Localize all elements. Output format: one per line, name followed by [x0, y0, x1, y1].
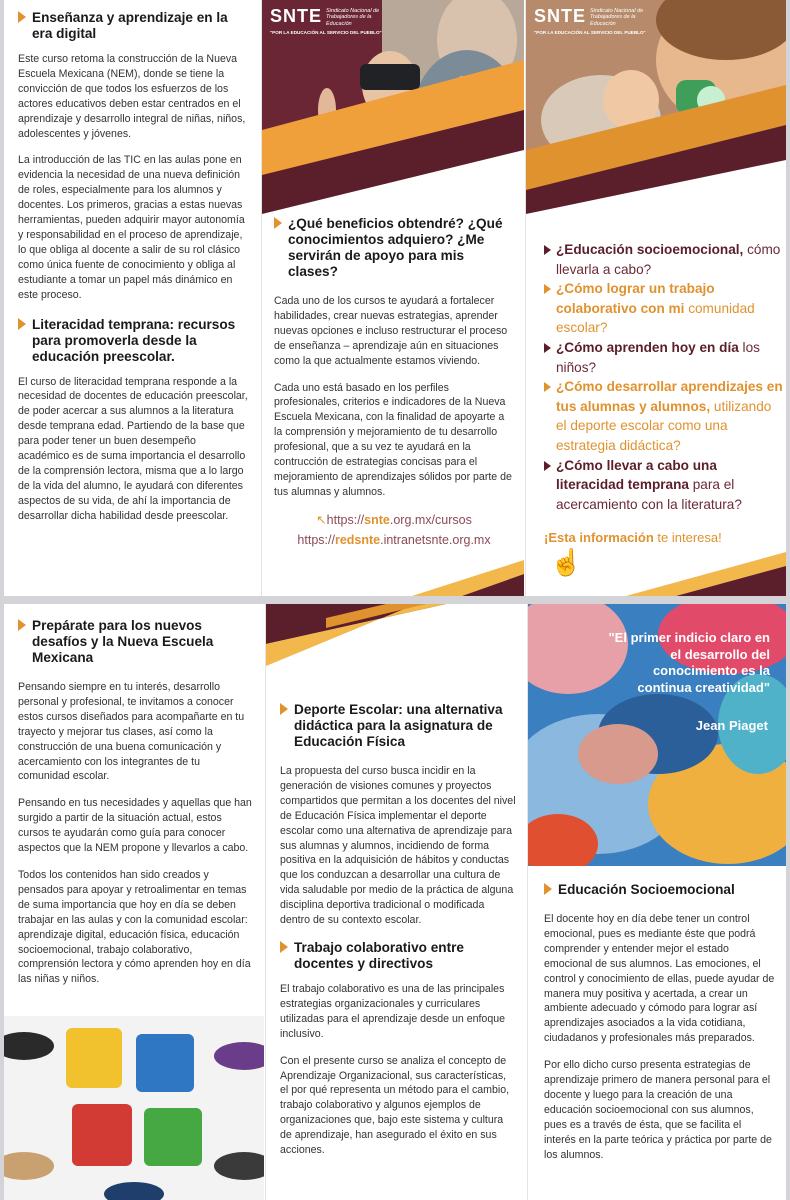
paragraph: Todos los contenidos han sido creados y pensados para apoyar y retroalimentar en temas de suma importancia que hoy en día se deben trabajar en las aulas y con la comunidad escolar: aprendizaje digital, educación física, educación socioemocional, trabajo colaborativo, comprensión lectora y cómo aprenden hoy en día las niñas y niños.: [18, 868, 251, 986]
piaget-quote: "El primer indicio claro en el desarrollo del conocimiento es la continua creatividad": [608, 630, 770, 695]
heading-trabajo-colaborativo: Trabajo colaborativo entre docentes y directivos: [280, 940, 516, 972]
p2-column-1: [4, 604, 264, 1200]
brochure-page-1: [4, 0, 786, 596]
paragraph: Este curso retoma la construcción de la Nueva Escuela Mexicana (NEM), donde se tiene la convicción de que todos los esfuerzos de los actores educativos deben estar centrados en el aprendizaje y desarrollo integral de niñas, niños, adolescentes y jóvenes.: [18, 53, 246, 140]
corner-stripes: [526, 552, 786, 596]
question-item: ¿Educación socioemocional, cómo llevarla a cabo?: [544, 240, 784, 279]
triangle-bullet-icon: [280, 941, 288, 953]
triangle-bullet-icon: [544, 284, 551, 294]
triangle-bullet-icon: [18, 619, 26, 631]
triangle-bullet-icon: [18, 11, 26, 23]
p1-column-1: [4, 0, 260, 596]
triangle-bullet-icon: [274, 217, 282, 229]
heading-beneficios: ¿Qué beneficios obtendré? ¿Qué conocimientos adquiero? ¿Me servirán de apoyo para mis clases?: [274, 216, 514, 280]
paragraph: El trabajo colaborativo es una de las principales estrategias organizacionales y curriculares utilizadas para el aprendizaje desde un enfoque inclusivo.: [280, 982, 505, 1040]
quote-author: Jean Piaget: [695, 718, 768, 733]
hand-pointer-icon: ☝: [550, 547, 583, 578]
p2-column-2: [266, 604, 526, 1200]
triangle-bullet-icon: [544, 343, 551, 353]
triangle-bullet-icon: [280, 703, 288, 715]
triangle-bullet-icon: [544, 461, 551, 471]
paragraph: Por ello dicho curso presenta estrategias de aprendizaje primero de manera personal para el docente y luego para la creación de una educación socioemocional con sus alumnos, pues es a través de ésta, que se facilita el interés en la parte teórica y práctica por parte de los alumnos.: [544, 1059, 772, 1161]
link-snte-cursos[interactable]: ↖https://snte.org.mx/cursos: [316, 512, 472, 527]
snte-logo: SNTE Sindicato Nacional de Trabajadores de la Educación "POR LA EDUCACIÓN AL SERVICIO DEL PUEBLO": [270, 6, 382, 36]
paragraph: Pensando en tus necesidades y aquellas que han surgido a partir de la situación actual, estos cursos te ayudarán como guía para conocer aspectos que la NEM propone y llevarlos a cabo.: [18, 797, 252, 855]
question-item: ¿Cómo aprenden hoy en día los niños?: [544, 338, 784, 377]
vr-child-photo: [262, 0, 524, 214]
snte-logo: SNTE Sindicato Nacional de Trabajadores de la Educación "POR LA EDUCACIÓN AL SERVICIO DEL PUEBLO": [534, 6, 646, 36]
top-stripes: [266, 604, 526, 666]
puzzle-hands-photo: [4, 1016, 264, 1200]
paragraph: Cada uno de los cursos te ayudará a fortalecer habilidades, crear nuevas estrategias, aprender nuevas opciones e incluso restructurar el proceso de enseñanza – aprendizaje aún en situaciones como la que actualmente estamos viviendo.: [274, 295, 508, 367]
p2-column-3: [528, 604, 786, 1200]
triangle-bullet-icon: [544, 883, 552, 895]
triangle-bullet-icon: [544, 382, 551, 392]
question-item: ¿Cómo lograr un trabajo colaborativo con mi comunidad escolar?: [544, 279, 784, 338]
heading-socioemocional: Educación Socioemocional: [544, 882, 776, 898]
p1-column-2: [262, 0, 524, 596]
paragraph: La introducción de las TIC en las aulas pone en evidencia la necesidad de una nueva definición de roles, especialmente para los alumnos y docentes. Los primeros, gracias a estas nuevas herramientas, pueden adquirir mayor autonomía y responsabilidad en el proceso de aprendizaje, lo que obliga al docente a salir de su rol clásico como única fuente de conocimiento y obliga al estudiante a tomar un papel más dinámico en este proceso.: [18, 154, 245, 301]
paragraph: El curso de literacidad temprana responde a la necesidad de docentes de educación preescolar, de poder acercar a sus alumnos a la literatura desde temprana edad. Partiendo de la base que para poder tener un buen desempeño académico es de suma importancia el desarrollo de la comprensión lectora, misma que a lo largo de la vida del alumno, le ayudará con diferentes aspectos de su vida, de ahí la importancia de desarrollar dicha habilidad desde preescolar.: [18, 375, 248, 522]
heading-preparate: Prepárate para los nuevos desafíos y la Nueva Escuela Mexicana: [18, 618, 252, 666]
brochure-page-2: [4, 604, 786, 1200]
question-item: ¿Cómo desarrollar aprendizajes en tus alumnas y alumnos, utilizando el deporte escolar como una estrategia didáctica?: [544, 377, 784, 455]
heading-literacidad: Literacidad temprana: recursos para promoverla desde la educación preescolar.: [18, 317, 248, 365]
heading-deporte: Deporte Escolar: una alternativa didáctica para la asignatura de Educación Física: [280, 702, 516, 750]
paragraph: La propuesta del curso busca incidir en la generación de visiones comunes y proyectos compartidos que permitan a los docentes del nivel de Educación Física implementar el deporte escolar como una alternativa de aprendizaje para sus alumnas y alumnos, incidiendo de forma positiva en la adquisición de hábitos y conductas que los conduzcan a desarrollar una cultura de vida saludable por medio de la práctica de alguna disciplina deportiva tradicional o modificada dentro de su contexto escolar.: [280, 765, 516, 927]
cta-text: ¡Esta información te interesa!: [544, 530, 722, 546]
triangle-bullet-icon: [544, 245, 551, 255]
questions-list: [544, 240, 784, 578]
paragraph: Con el presente curso se analiza el concepto de Aprendizaje Organizacional, sus características, el por qué representa un método para el cambio, trabajo colaborativo y algunos ejemplos de organizaciones que, bajo este sistema y cultura de aprendizaje, han asegurado el éxito en sus acciones.: [280, 1054, 510, 1157]
triangle-bullet-icon: [18, 318, 26, 330]
heading-ensenanza: Enseñanza y aprendizaje en la era digital: [18, 10, 248, 42]
question-item: ¿Cómo llevar a cabo una literacidad temprana para el acercamiento con la literatura?: [544, 456, 784, 515]
p1-column-3: [526, 0, 786, 596]
corner-stripes: [262, 560, 524, 596]
pointer-icon: ↖: [316, 512, 327, 527]
paint-hand-photo: [528, 604, 786, 866]
paragraph: Pensando siempre en tu interés, desarrollo personal y profesional, te invitamos a conocer estos cursos diseñados para acompañarte en tu trayecto y mejorar tus clases, así como la construcción de una buena comunicación y acercamiento con los integrantes de tu comunidad escolar.: [18, 681, 245, 783]
child-flashlight-photo: [526, 0, 786, 214]
paragraph: El docente hoy en día debe tener un control emocional, pues es mediante éste que podrá comprender y entender mejor el estado emocional de sus alumnos. Las emociones, el control y conocimiento de ellas, puede ayudar de manera muy positiva y acertada, a crear un ambiente adecuado y cómodo para lograr así aprendizajes asociados a la vida cotidiana, ciudadanos y profesionales más preparados.: [544, 913, 775, 1045]
paragraph: Cada uno está basado en los perfiles profesionales, criterios e indicadores de la Nueva Escuela Mexicana, con la finalidad de apoyarte a la comprensión y mejoramiento de tu desarrollo profesional, que a su vez te ayudará en la contrucción de estrategias concisas para el mejoramiento de aprendizajes sólidos por parte de tus alumnas y alumnos.: [274, 381, 512, 498]
link-redsnte[interactable]: https://redsnte.intranetsnte.org.mx: [297, 532, 491, 547]
